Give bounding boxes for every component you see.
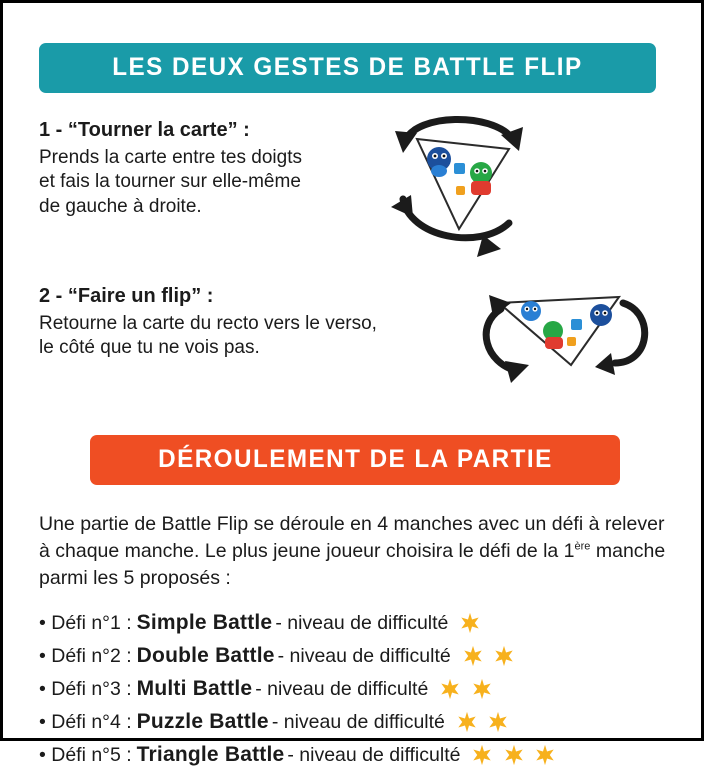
list-item (39, 644, 671, 668)
intro-text-part1: Une partie de Battle Flip se déroule en 4 manches avec un défi à relever à chaque manche. Le plus jeune joueur choisira le défi de la 1 (39, 513, 665, 562)
star-icon (456, 711, 478, 733)
challenge-2-stars (461, 645, 515, 667)
gesture-1-body (39, 146, 671, 219)
gesture-block-2 (39, 285, 671, 405)
star-icon (493, 645, 515, 667)
star-icon (471, 744, 493, 766)
challenge-1-difficulty-label: - niveau de difficulté (275, 611, 449, 634)
list-item (39, 710, 671, 734)
challenge-1-stars (458, 612, 481, 634)
challenge-2-difficulty-label: - niveau de difficulté (277, 644, 451, 667)
star-icon (459, 612, 481, 634)
challenge-4-name: Puzzle Battle (136, 710, 269, 734)
challenge-5-stars (470, 744, 556, 766)
star-icon (439, 678, 461, 700)
star-icon (534, 744, 556, 766)
star-icon (487, 711, 509, 733)
gesture-1-title: 1 - “Tourner la carte” : (39, 119, 250, 141)
flipping-card-illustration (459, 279, 659, 399)
list-item (39, 743, 671, 767)
list-item (39, 677, 671, 701)
challenge-1-label: • Défi n°1 : (39, 611, 132, 634)
challenge-4-label: • Défi n°4 : (39, 710, 132, 733)
star-icon (503, 744, 525, 766)
list-item (39, 611, 671, 635)
challenge-3-name: Multi Battle (136, 677, 253, 701)
challenge-1-name: Simple Battle (136, 611, 273, 635)
gesture-1-line-1: Prends la carte entre tes doigts (39, 147, 302, 168)
challenge-list (39, 611, 671, 767)
page-content (39, 43, 671, 776)
challenge-4-difficulty-label: - niveau de difficulté (271, 710, 445, 733)
section-banner-game-flow (90, 435, 620, 485)
section-banner-gestures-label: LES DEUX GESTES DE BATTLE FLIP (112, 53, 583, 81)
challenge-3-label: • Défi n°3 : (39, 677, 132, 700)
star-icon (462, 645, 484, 667)
star-icon (471, 678, 493, 700)
challenge-4-stars (455, 711, 509, 733)
challenge-3-difficulty-label: - niveau de difficulté (255, 677, 429, 700)
gesture-block-1 (39, 119, 671, 239)
gesture-2-line-1: Retourne la carte du recto vers le verso, (39, 313, 377, 334)
gesture-1-line-3: de gauche à droite. (39, 195, 202, 217)
challenge-3-stars (438, 678, 492, 700)
challenge-5-label: • Défi n°5 : (39, 743, 132, 766)
intro-paragraph (39, 511, 671, 592)
challenge-2-label: • Défi n°2 : (39, 644, 132, 667)
challenge-5-difficulty-label: - niveau de difficulté (287, 743, 461, 766)
rotating-card-illustration (359, 111, 539, 261)
gesture-2-title: 2 - “Faire un flip” : (39, 285, 214, 307)
challenge-5-name: Triangle Battle (136, 743, 285, 767)
section-banner-game-flow-label: DÉROULEMENT DE LA PARTIE (157, 445, 553, 473)
section-banner-gestures (39, 43, 656, 93)
gesture-1-line-2: et fais la tourner sur elle-même (39, 171, 301, 193)
gesture-2-line-2: le côté que tu ne vois pas. (39, 337, 260, 359)
intro-text-part2: manche parmi les 5 proposés : (39, 539, 666, 589)
intro-ordinal-suffix: ère (574, 540, 591, 553)
challenge-2-name: Double Battle (136, 644, 275, 668)
